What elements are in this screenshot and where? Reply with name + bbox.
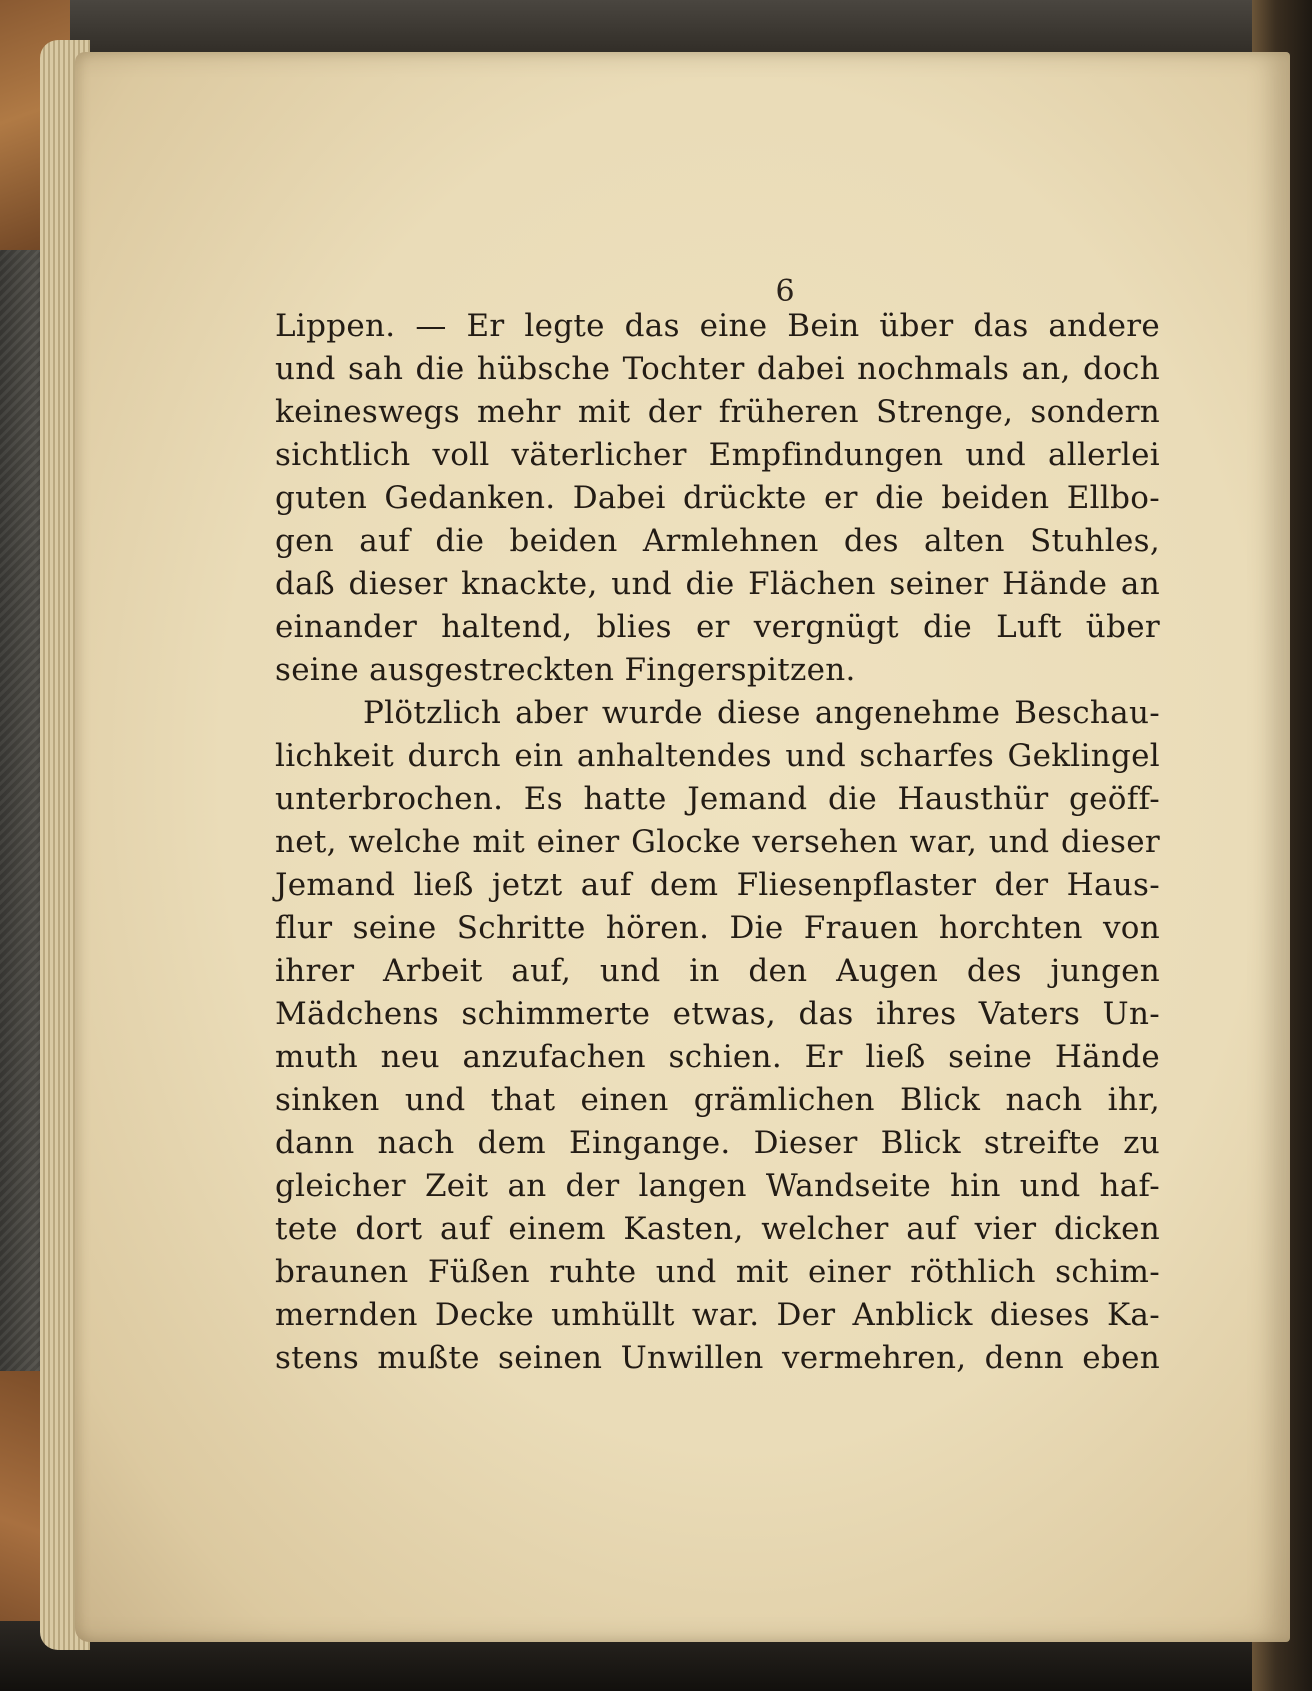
page-text (275, 305, 1160, 1380)
text-line: sinken und that einen grämlichen Blick nach ihr, (275, 1082, 1160, 1118)
text-line: und sah die hübsche Tochter dabei nochmals an, doch (275, 351, 1160, 387)
text-line: keineswegs mehr mit der früheren Strenge, sondern (275, 394, 1160, 430)
text-line: lichkeit durch ein anhaltendes und scharfes Geklingel (275, 738, 1160, 774)
text-line-paragraph-start: Plötzlich aber wurde diese angenehme Beschau- (363, 695, 1160, 731)
text-line: einander haltend, blies er vergnügt die Luft über (275, 609, 1160, 645)
page-number: 6 (775, 274, 795, 309)
text-line: braunen Füßen ruhte und mit einer röthlich schim- (275, 1254, 1160, 1290)
text-line: dann nach dem Eingange. Dieser Blick streifte zu (275, 1125, 1160, 1161)
text-line: daß dieser knackte, und die Flächen seiner Hände an (275, 566, 1160, 602)
text-line: gen auf die beiden Armlehnen des alten Stuhles, (275, 523, 1160, 559)
text-line: mernden Decke umhüllt war. Der Anblick dieses Ka- (275, 1297, 1160, 1333)
text-line: net, welche mit einer Glocke versehen war, und dieser (275, 824, 1160, 860)
text-line: Lippen. — Er legte das eine Bein über das andere (275, 308, 1160, 344)
text-line: sichtlich voll väterlicher Empfindungen und allerlei (275, 437, 1160, 473)
text-line: muth neu anzufachen schien. Er ließ seine Hände (275, 1039, 1160, 1075)
book-cover-top (0, 0, 1312, 60)
text-line: Mädchens schimmerte etwas, das ihres Vaters Un- (275, 996, 1160, 1032)
text-line: flur seine Schritte hören. Die Frauen horchten von (275, 910, 1160, 946)
text-line: Jemand ließ jetzt auf dem Fliesenpflaster der Haus- (275, 867, 1160, 903)
text-line: tete dort auf einem Kasten, welcher auf vier dicken (275, 1211, 1160, 1247)
text-line: ihrer Arbeit auf, und in den Augen des jungen (275, 953, 1160, 989)
text-line: unterbrochen. Es hatte Jemand die Hausthür geöff- (275, 781, 1160, 817)
text-line: seine ausgestreckten Fingerspitzen. (275, 652, 856, 688)
text-line: stens mußte seinen Unwillen vermehren, denn eben (275, 1340, 1160, 1376)
text-line: guten Gedanken. Dabei drückte er die beiden Ellbo- (275, 480, 1160, 516)
text-line: gleicher Zeit an der langen Wandseite hin und haf- (275, 1168, 1160, 1204)
